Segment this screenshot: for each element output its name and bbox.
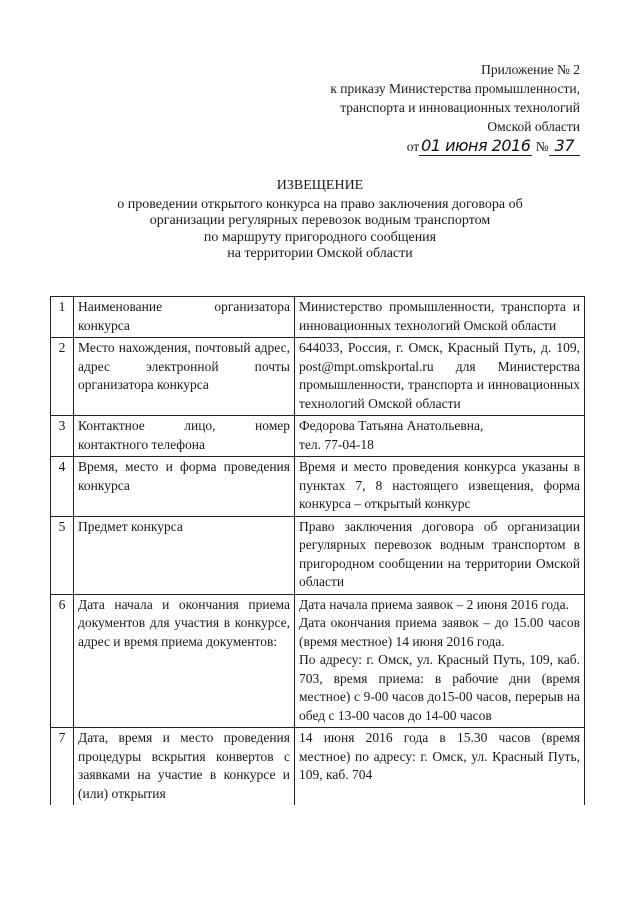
appendix-ministry-line: транспорта и инновационных технологий — [340, 100, 580, 115]
row-number: 7 — [51, 728, 74, 806]
row-label: Предмет конкурса — [74, 516, 295, 594]
table-row — [51, 297, 585, 338]
table-row — [51, 594, 585, 728]
row-value-paragraph: Федорова Татьяна Анатольевна, — [299, 418, 484, 433]
handwritten-date: 01 июня 2016 — [421, 136, 531, 155]
row-value-paragraph: Министерство промышленности, транспорта и инновационных технологий Омской области — [299, 299, 580, 333]
date-prefix: от — [406, 139, 420, 154]
row-label: Наименование организатора конкурса — [74, 297, 295, 338]
row-value — [295, 457, 585, 517]
row-value-paragraph: 14 июня 2016 года в 15.30 часов (время местное) по адресу: г. Омск, ул. Красный Путь, 109, каб. 704 — [299, 730, 580, 782]
number-prefix: № — [535, 139, 549, 154]
row-value — [295, 594, 585, 728]
row-number: 5 — [51, 516, 74, 594]
row-value-paragraph: 644033, Россия, г. Омск, Красный Путь, д. 109, post@mpt.omskportal.ru для Министерства промышленности, транспорта и инновационных технологий Омской области — [299, 340, 580, 411]
row-number: 1 — [51, 297, 74, 338]
table-row — [51, 416, 585, 457]
row-value — [295, 516, 585, 594]
row-value-paragraph: Право заключения договора об организации регулярных перевозок водным транспортом в пригородном сообщении на территории Омской области — [299, 518, 580, 589]
row-label: Дата, время и место проведения процедуры вскрытия конвертов с заявками на участие в конкурсе и (или) открытия — [74, 728, 295, 806]
row-value-paragraph: Дата окончания приема заявок – до 15.00 часов (время местное) 14 июня 2016 года. — [299, 615, 580, 649]
table-row — [51, 457, 585, 517]
notice-table-body — [51, 297, 585, 806]
row-value — [295, 297, 585, 338]
table-row — [51, 516, 585, 594]
notice-subtitle-line-3: по маршруту пригородного сообщения — [203, 229, 437, 245]
notice-subtitle-line-2: организации регулярных перевозок водным транспортом — [149, 213, 491, 228]
row-number: 2 — [51, 338, 74, 416]
row-value-paragraph: Время и место проведения конкурса указаны в пунктах 7, 8 настоящего извещения, форма конкурса – открытый конкурс — [299, 459, 580, 511]
row-value-paragraph: По адресу: г. Омск, ул. Красный Путь, 109, каб. 703, время приема: в рабочие дни (время местное) с 9-00 часов до15-00 часов, перерыв на обед с 13-00 часов до 14-00 часов — [299, 652, 580, 723]
row-number: 4 — [51, 457, 74, 517]
notice-subtitle-line-1: о проведении открытого конкурса на право заключения договора об — [117, 196, 523, 212]
row-value — [295, 338, 585, 416]
row-number: 6 — [51, 594, 74, 728]
table-row — [51, 728, 585, 806]
row-number: 3 — [51, 416, 74, 457]
row-label: Место нахождения, почтовый адрес, адрес электронной почты организатора конкурса — [74, 338, 295, 416]
row-label: Контактное лицо, номер контактного телефона — [74, 416, 295, 457]
notice-table — [50, 296, 585, 805]
appendix-number: Приложение № 2 — [481, 62, 580, 77]
notice-subtitle-line-4: на территории Омской области — [227, 246, 413, 261]
appendix-order-line: к приказу Министерства промышленности, — [330, 81, 580, 96]
handwritten-number: 37 — [549, 136, 580, 156]
notice-heading: ИЗВЕЩЕНИЕ — [276, 178, 364, 193]
row-label: Дата начала и окончания приема документов для участия в конкурсе, адрес и время приема документов: — [74, 594, 295, 728]
row-value — [295, 728, 585, 806]
appendix-region-line: Омской области — [487, 119, 580, 134]
row-value-paragraph: Дата начала приема заявок – 2 июня 2016 года. — [299, 596, 570, 612]
order-date-line — [330, 136, 580, 156]
row-value-paragraph: тел. 77-04-18 — [299, 436, 374, 452]
appendix-block — [330, 60, 580, 156]
table-row — [51, 338, 585, 416]
row-label: Время, место и форма проведения конкурса — [74, 457, 295, 517]
notice-title-block — [0, 178, 640, 263]
row-value — [295, 416, 585, 457]
